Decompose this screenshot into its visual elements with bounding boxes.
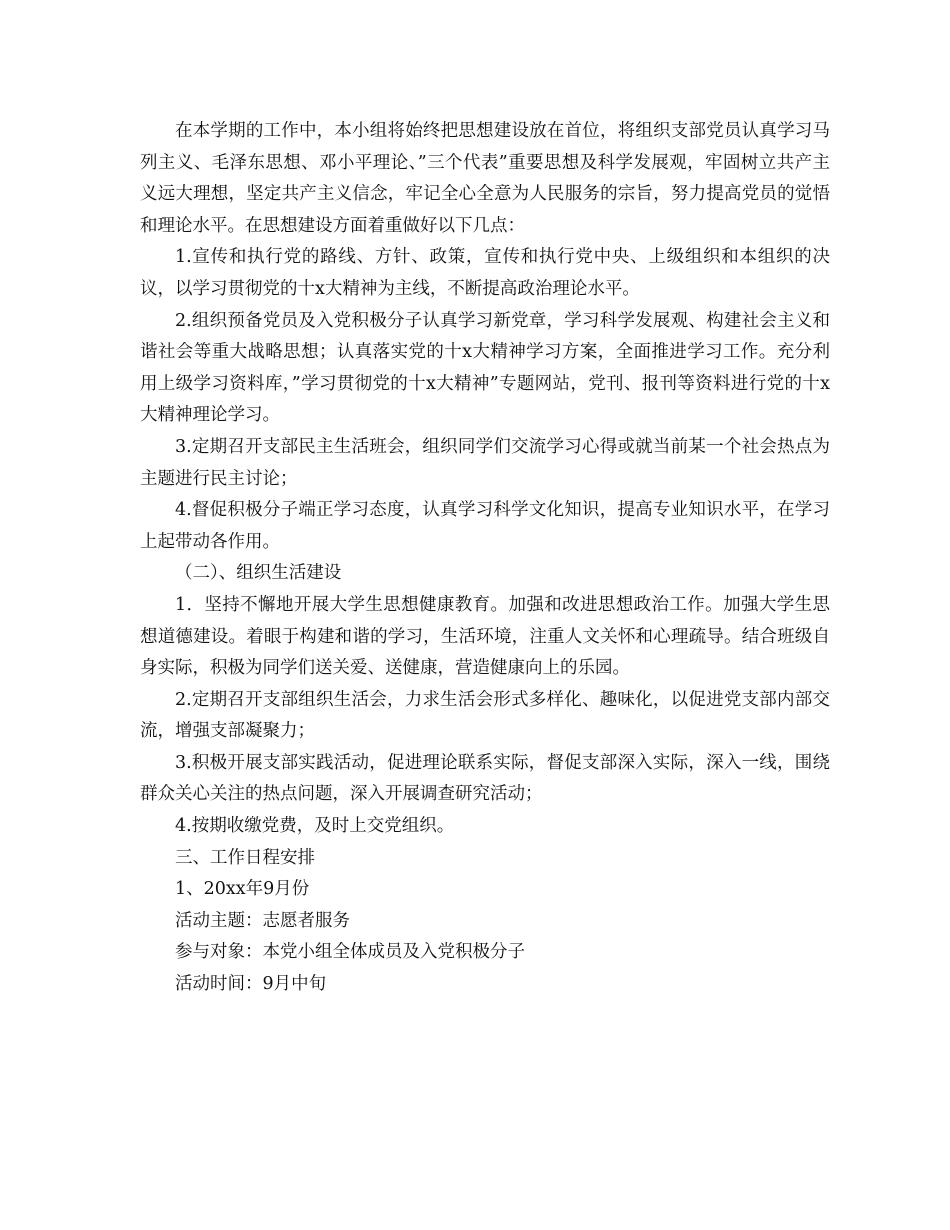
activity-participants: 参与对象：本党小组全体成员及入党积极分子: [175, 942, 525, 963]
list-item: 2.定期召开支部组织生活会，力求生活会形式多样化、趣味化，以促进党支部内部交流，增强支部凝聚力；: [140, 689, 830, 742]
section-heading: （二）、组织生活建设: [175, 563, 342, 584]
list-item: 4.按期收缴党费，及时上交党组织。: [175, 816, 455, 837]
list-item: 2.组织预备党员及入党积极分子认真学习新党章，学习科学发展观、构建社会主义和谐社会等重大战略思想；认真落实党的十x大精神学习方案，全面推进学习工作。充分利用上级学习资料库，”学习贯彻党的十x大精神”专题网站，党刊、报刊等资料进行党的十x大精神理论学习。: [140, 310, 830, 426]
list-item: 3.积极开展支部实践活动，促进理论联系实际，督促支部深入实际，深入一线，围绕群众关心关注的热点问题，深入开展调查研究活动；: [140, 752, 830, 805]
list-item: 1.宣传和执行党的路线、方针、政策，宣传和执行党中央、上级组织和本组织的决议，以学习贯彻党的十x大精神为主线，不断提高政治理论水平。: [140, 247, 830, 299]
section-heading: 三、工作日程安排: [175, 847, 315, 868]
activity-theme: 活动主题：志愿者服务: [175, 910, 350, 931]
list-item: 1．坚持不懈地开展大学生思想健康教育。加强和改进思想政治工作。加强大学生思想道德建设。着眼于构建和谐的学习，生活环境，注重人文关怀和心理疏导。结合班级自身实际，积极为同学们送关爱、送健康，营造健康向上的乐园。: [140, 594, 830, 679]
intro-paragraph: 在本学期的工作中，本小组将始终把思想建设放在首位，将组织支部党员认真学习马列主义、毛泽东思想、邓小平理论、”三个代表”重要思想及科学发展观，牢固树立共产主义远大理想，坚定共产主义信念，牢记全心全意为人民服务的宗旨，努力提高党员的觉悟和理论水平。在思想建设方面着重做好以下几点：: [140, 121, 830, 236]
activity-time: 活动时间：9月中旬: [175, 974, 327, 995]
schedule-month: 1、20xx年9月份: [175, 879, 310, 900]
list-item: 4.督促积极分子端正学习态度，认真学习科学文化知识，提高专业知识水平，在学习上起带动各作用。: [140, 500, 830, 552]
document-page: [140, 116, 830, 1001]
list-item: 3.定期召开支部民主生活班会，组织同学们交流学习心得或就当前某一个社会热点为主题进行民主讨论；: [140, 436, 830, 489]
